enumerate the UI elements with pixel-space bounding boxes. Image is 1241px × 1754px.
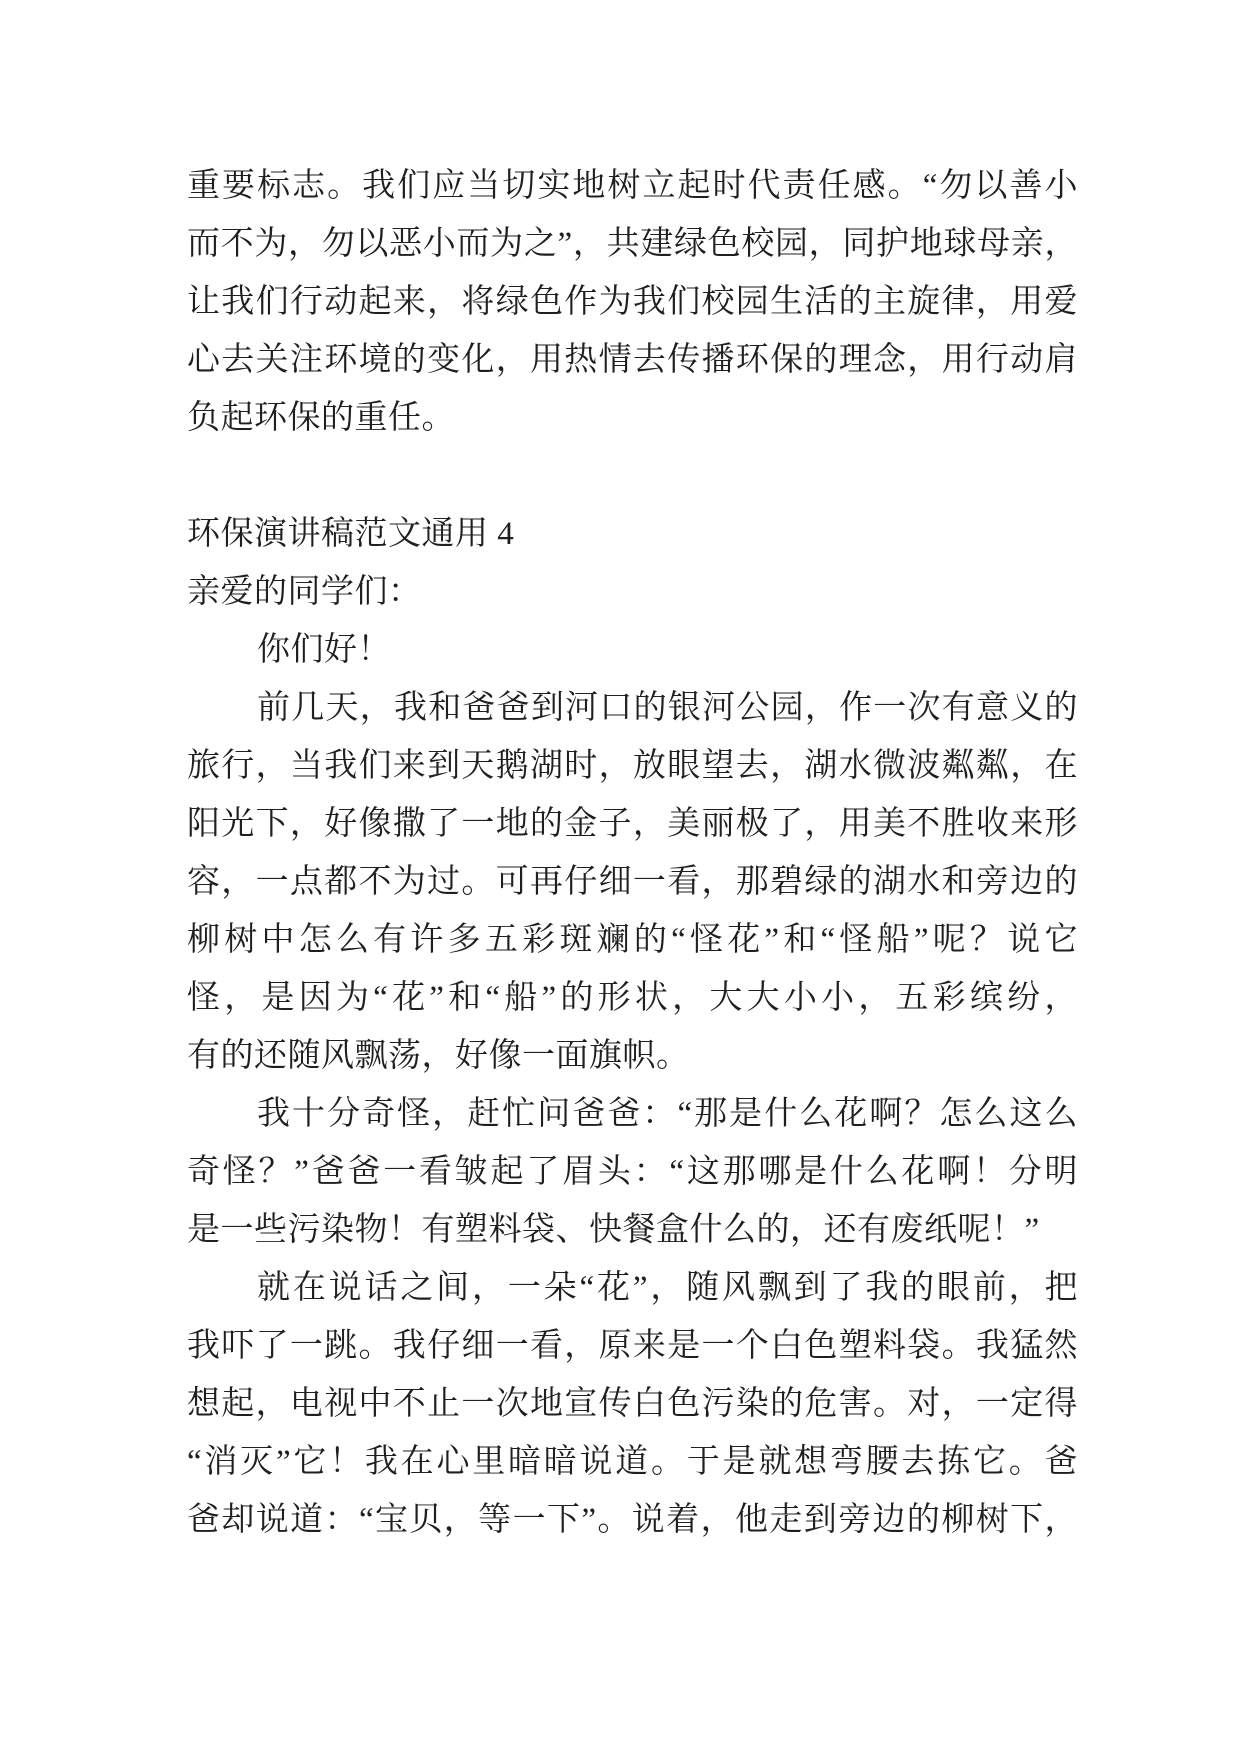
text-line: 就在说话之间，一朵“花”，随风飘到了我的眼前，把 [257, 1270, 1078, 1306]
text-line: 阳光下，好像撒了一地的金子，美丽极了，用美不胜收来形 [187, 806, 1078, 842]
text-line: 心去关注环境的变化，用热情去传播环保的理念，用行动肩 [187, 342, 1078, 378]
text-line: 是一些污染物！有塑料袋、快餐盒什么的，还有废纸呢！” [187, 1212, 1040, 1248]
text-line: 想起，电视中不止一次地宣传白色污染的危害。对，一定得 [187, 1386, 1078, 1422]
salutation-line: 亲爱的同学们： [187, 574, 422, 610]
text-line: 让我们行动起来，将绿色作为我们校园生活的主旋律，用爱 [187, 284, 1078, 320]
text-line: 怪，是因为“花”和“船”的形状，大大小小，五彩缤纷， [187, 980, 1078, 1016]
section-title: 环保演讲稿范文通用 4 [187, 516, 515, 552]
text-line: 我十分奇怪，赶忙问爸爸：“那是什么花啊？怎么这么 [257, 1096, 1078, 1132]
text-line: “消灭”它！我在心里暗暗说道。于是就想弯腰去拣它。爸 [187, 1444, 1078, 1480]
text-line: 前几天，我和爸爸到河口的银河公园，作一次有意义的 [257, 690, 1078, 726]
text-block [187, 157, 1078, 1549]
text-line: 而不为，勿以恶小而为之”，共建绿色校园，同护地球母亲， [187, 226, 1078, 262]
text-line: 旅行，当我们来到天鹅湖时，放眼望去，湖水微波粼粼，在 [187, 748, 1078, 784]
text-line: 容，一点都不为过。可再仔细一看，那碧绿的湖水和旁边的 [187, 864, 1078, 900]
text-line: 你们好！ [257, 632, 391, 668]
text-line: 我吓了一跳。我仔细一看，原来是一个白色塑料袋。我猛然 [187, 1328, 1078, 1364]
text-line: 柳树中怎么有许多五彩斑斓的“怪花”和“怪船”呢？说它 [187, 922, 1078, 958]
text-line: 有的还随风飘荡，好像一面旗帜。 [187, 1038, 690, 1074]
text-line: 爸却说道：“宝贝，等一下”。说着，他走到旁边的柳树下， [187, 1502, 1078, 1538]
text-line: 奇怪？”爸爸一看皱起了眉头：“这那哪是什么花啊！分明 [187, 1154, 1078, 1190]
text-line: 负起环保的重任。 [187, 400, 455, 436]
blank-line [187, 447, 1078, 505]
text-line: 重要标志。我们应当切实地树立起时代责任感。“勿以善小 [187, 168, 1078, 204]
